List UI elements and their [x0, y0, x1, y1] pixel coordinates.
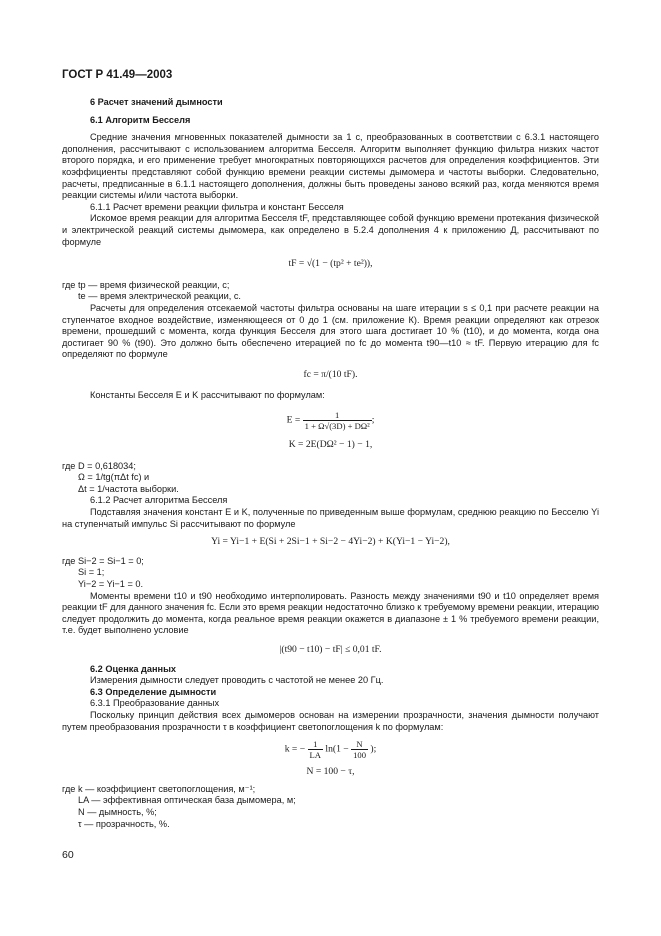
section-6-3-title: 6.3 Определение дымности — [90, 686, 217, 697]
section-6-1-title: 6.1 Алгоритм Бесселя — [90, 114, 191, 125]
formula-e-denominator: 1 + Ω√(3D) + DΩ² — [304, 421, 370, 432]
page-number: 60 — [62, 849, 74, 861]
section-6-2-title: 6.2 Оценка данных — [90, 663, 177, 674]
running-header: ГОСТ Р 41.49—2003 — [62, 69, 173, 81]
section-6-1-2-title: 6.1.2 Расчет алгоритма Бесселя — [90, 495, 228, 506]
formula-e: E = $\frac{1}{\text{1 + Ω√(3D) + DΩ²}}$ ; — [286, 410, 375, 432]
document-body — [62, 97, 599, 830]
where-d: где D = 0,618034; — [62, 460, 136, 471]
where-delta-t: Δt = 1/частота выборки. — [78, 483, 179, 494]
formula-k-lhs: k = − — [284, 743, 306, 755]
where-k: где k — коэффициент светопоглощения, м⁻¹; — [62, 783, 256, 794]
where-y-prev: Yi−2 = Yi−1 = 0. — [78, 579, 144, 589]
where-te: te — время электрической реакции, с. — [78, 291, 241, 302]
formula-k-constant: K = 2E(DΩ² − 1) − 1, — [288, 439, 373, 451]
formula-k-fraction-1 — [308, 739, 323, 760]
formula-k-numerator-2: N — [351, 739, 368, 750]
formula-k-light — [62, 739, 599, 760]
where-s-prev: где Si−2 = Si−1 = 0; — [62, 555, 144, 566]
formula-k-denominator-2: 100 — [353, 750, 366, 761]
section-6-1-1-title: 6.1.1 Расчет времени реакции фильтра и констант Бесселя — [90, 201, 344, 212]
section-6-1-2-paragraph-1: Подставляя значения констант E и K, полученные по приведенным выше формулам, среднюю реакцию по Бесселю Yi на ступенчатый импульс Si рассчитывают по формуле — [62, 507, 599, 529]
section-6-1-1-paragraph-1: Искомое время реакции для алгоритма Бесселя tF, представляющее собой функцию времени протекания физической и электрической реакций системы дымомера, как определено в 5.2.4 дополнения 4 к приложению Д, рассчитывают по формуле — [62, 213, 599, 247]
section-6-1-2-paragraph-2: Моменты времени t10 и t90 необходимо интерполировать. Разность между значениями t90 и t10 определяет время реакции tF для данного значения fc. Если это время реакции недостаточно близко к требуемому времени реакции, итерацию следует продолжить до момента, когда реальное время реакции окажется в диапазоне ± 1 % требуемого времени реакции, т.е. будет выполнено условие — [62, 590, 599, 636]
formula-k-middle: ln(1 − — [325, 743, 349, 755]
formula-n: N = 100 − τ, — [306, 766, 355, 778]
section-6-2-paragraph: Измерения дымности следует проводить с частотой не менее 20 Гц. — [90, 675, 384, 686]
where-tau: τ — прозрачность, %. — [78, 818, 170, 829]
formula-e-fraction — [303, 410, 372, 431]
where-n: N — дымность, %; — [78, 806, 157, 817]
section-6-3-paragraph: Поскольку принцип действия всех дымомеров основан на измерении прозрачности, значения дымности получают путем преобразования прозрачности τ в коэффициент светопоглощения k по формулам: — [62, 709, 599, 732]
section-6-1-1-paragraph-3: Константы Бесселя E и K рассчитывают по формулам: — [90, 390, 325, 401]
section-6-3-1-title: 6.3.1 Преобразование данных — [90, 698, 220, 709]
section-6-1-1-paragraph-2: Расчеты для определения отсекаемой частоты фильтра основаны на шаге итерации s ≤ 0,1 при расчете реакции на ступенчатое входное воздействие, изменяющееся от 0 до 1 (см. приложение К). Время реакции определяют как отрезок времени, прошедший с момента, когда функция Бесселя для этого шага достигает 10 % (t10), и до момента, когда она достигает 90 % (t90). Это должно быть обеспечено итерацией по fc до момента t90—t10 ≈ tF. Первую итерацию для fc определяют по формуле — [62, 302, 599, 360]
formula-e-lhs: E = — [286, 414, 301, 426]
formula-k-denominator-1: LA — [309, 750, 322, 761]
where-si: Si = 1; — [78, 567, 105, 578]
formula-e-numerator: 1 — [303, 410, 372, 421]
formula-k-end: ); — [370, 743, 377, 755]
formula-k-fraction-2 — [351, 739, 368, 760]
formula-condition: |(t90 − t10) − tF| ≤ 0,01 tF. — [279, 643, 382, 655]
where-tp: где tp — время физической реакции, с; — [62, 279, 230, 290]
where-omega: Ω = 1/tg(πΔt fc) и — [78, 472, 150, 483]
section-6-title: 6 Расчет значений дымности — [90, 97, 223, 107]
section-6-1-paragraph: Средние значения мгновенных показателей дымности за 1 с, преобразованных в соответствии с 6.3.1 настоящего дополнения, рассчитывают с использованием алгоритма Бесселя. Алгоритм выполняет функцию фильтра низких частот второго порядка, и его применение требует многократных повторяющихся расчетов для определения коэффициентов. Эти коэффициенты представляют собой функцию времени реакции системы дымомера и частоты выборки. Следовательно, расчеты, предписанные в 6.1.1 настоящего дополнения, должны быть проведены заново всякий раз, когда меняются время реакции системы и/или частота выборки. — [62, 132, 599, 201]
formula-k-numerator-1: 1 — [308, 739, 323, 750]
formula-fc: fc = π/(10 tF). — [303, 368, 358, 380]
where-la: LA — эффективная оптическая база дымомера, м; — [78, 795, 296, 806]
formula-tf: tF = √(1 − (tp² + te²)), — [288, 258, 373, 270]
formula-yi: Yi = Yi−1 + E(Si + 2Si−1 + Si−2 − 4Yi−2) + K(Yi−1 − Yi−2), — [211, 536, 450, 548]
